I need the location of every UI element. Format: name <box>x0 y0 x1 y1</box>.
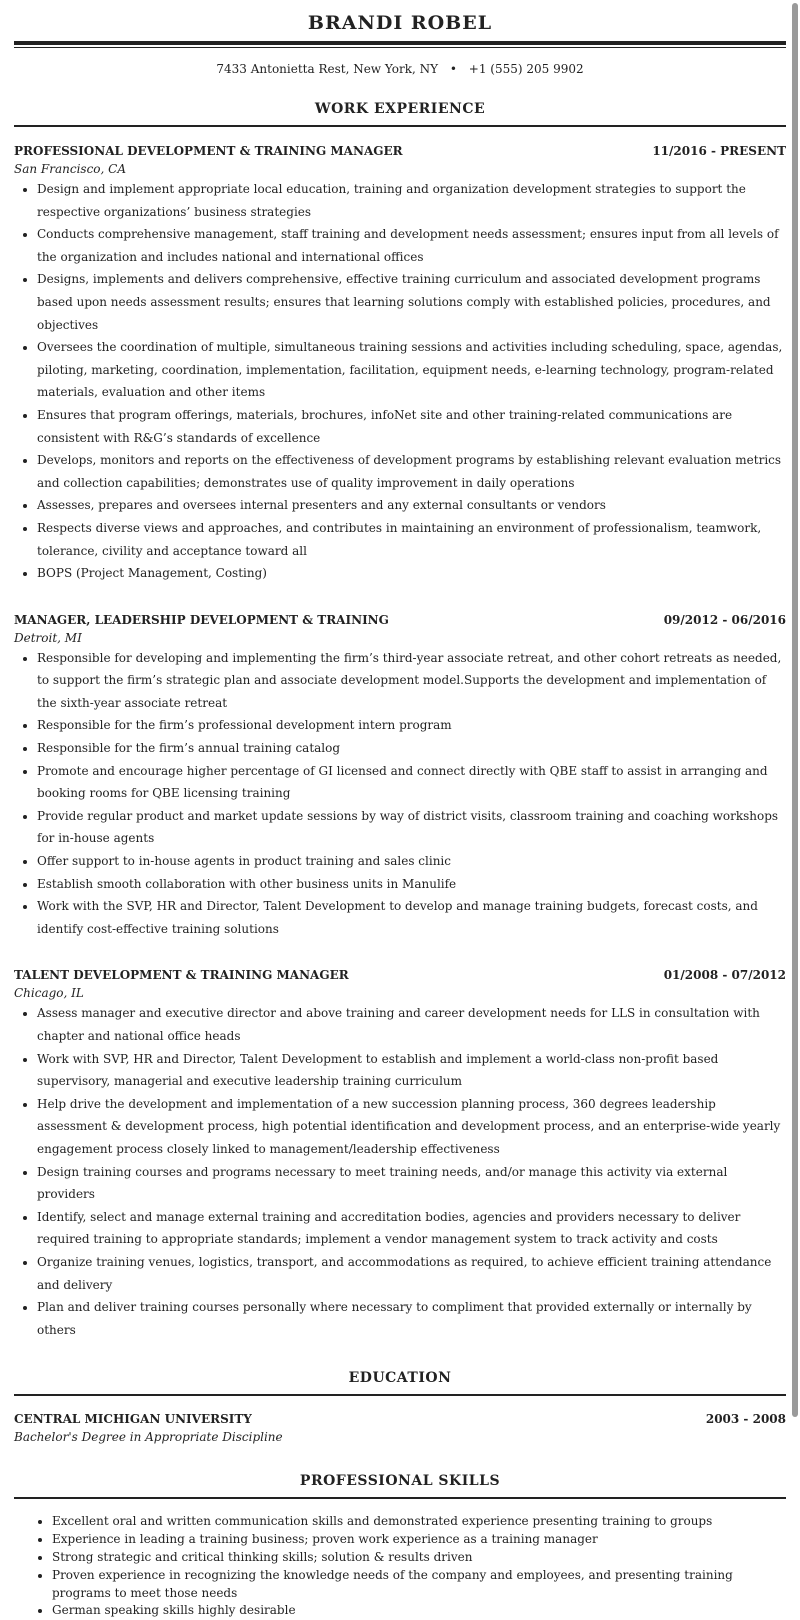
education-rule <box>14 1394 786 1396</box>
education-section <box>14 1369 786 1446</box>
education-school: CENTRAL MICHIGAN UNIVERSITY <box>14 1412 252 1427</box>
education-title: EDUCATION <box>348 1370 452 1387</box>
job-location: Detroit, MI <box>14 630 82 645</box>
job-header <box>14 142 786 160</box>
skill-item: • Strong strategic and critical thinking skills; solution & results driven <box>52 1549 786 1567</box>
job-bullet: • Responsible for the firm’s professional development intern program <box>37 714 786 737</box>
job-bullet: • Design and implement appropriate local education, training and organization development strategies to support the respective organizations’ business strategies <box>37 178 786 223</box>
job-bullets <box>14 178 786 585</box>
skills-section <box>14 1472 786 1620</box>
job-bullet: • Conducts comprehensive management, staff training and development needs assessment; ensures input from all levels of the organization and includes national and international offices <box>37 223 786 268</box>
job-bullet: • Work with the SVP, HR and Director, Talent Development to develop and manage training budgets, forecast costs, and identify cost-effective training solutions <box>37 895 786 940</box>
job-bullet: • Organize training venues, logistics, transport, and accommodations as required, to achieve efficient training attendance and delivery <box>37 1251 786 1296</box>
job-bullet: • Designs, implements and delivers comprehensive, effective training curriculum and associated development programs based upon needs assessment results; ensures that learning solutions comply with established policies, procedures, and objectives <box>37 268 786 336</box>
job-entry <box>14 611 786 941</box>
contact-separator: • <box>449 62 457 76</box>
job-entry <box>14 142 786 585</box>
header-rule-thin <box>14 47 786 48</box>
job-dates: 11/2016 - PRESENT <box>652 144 786 158</box>
job-title: PROFESSIONAL DEVELOPMENT & TRAINING MANAGER <box>14 144 403 158</box>
job-bullet: • Ensures that program offerings, materials, brochures, infoNet site and other training-related communications are consistent with R&G’s standards of excellence <box>37 404 786 449</box>
skills-title: PROFESSIONAL SKILLS <box>299 1473 501 1490</box>
contact-line <box>14 60 786 78</box>
job-bullet: • BOPS (Project Management, Costing) <box>37 562 786 585</box>
job-bullets <box>14 647 786 941</box>
job-bullet: • Design training courses and programs necessary to meet training needs, and/or manage this activity via external providers <box>37 1161 786 1206</box>
job-location: San Francisco, CA <box>14 162 127 176</box>
contact-address: 7433 Antonietta Rest, New York, NY <box>216 62 439 76</box>
skill-item: • German speaking skills highly desirable <box>52 1602 786 1620</box>
education-degree: Bachelor's Degree in Appropriate Discipline <box>14 1430 283 1445</box>
job-bullet: • Responsible for the firm’s annual training catalog <box>37 737 786 760</box>
work-experience-rule <box>14 125 786 127</box>
job-title: TALENT DEVELOPMENT & TRAINING MANAGER <box>14 968 349 983</box>
contact-phone: +1 (555) 205 9902 <box>468 62 584 76</box>
job-title: MANAGER, LEADERSHIP DEVELOPMENT & TRAINING <box>14 612 389 627</box>
job-bullet: • Identify, select and manage external training and accreditation bodies, agencies and providers necessary to deliver required training to appropriate standards; implement a vendor management system to track activity and costs <box>37 1206 786 1251</box>
job-bullet: • Provide regular product and market update sessions by way of district visits, classroom training and coaching workshops for in-house agents <box>37 805 786 850</box>
vertical-scrollbar[interactable] <box>792 3 798 1417</box>
job-header <box>14 611 786 629</box>
job-bullet: • Assesses, prepares and oversees internal presenters and any external consultants or vendors <box>37 494 786 517</box>
job-header <box>14 966 786 984</box>
resume-page <box>14 0 786 1620</box>
job-bullets <box>14 1002 786 1341</box>
job-bullet: • Establish smooth collaboration with other business units in Manulife <box>37 873 786 896</box>
job-bullet: • Responsible for developing and implementing the firm’s third-year associate retreat, and other cohort retreats as needed, to support the firm’s strategic plan and associate development model.Supports the development and implementation of the sixth-year associate retreat <box>37 647 786 715</box>
header-rule-thick <box>14 41 786 45</box>
skills-list <box>14 1513 786 1620</box>
job-bullet: • Work with SVP, HR and Director, Talent Development to establish and implement a world-class non-profit based supervisory, managerial and executive leadership training curriculum <box>37 1048 786 1093</box>
education-entry <box>14 1410 786 1446</box>
job-location: Chicago, IL <box>14 986 84 1001</box>
work-experience-section <box>14 100 786 1341</box>
work-experience-title: WORK EXPERIENCE <box>314 101 486 117</box>
job-bullet: • Promote and encourage higher percentage of GI licensed and connect directly with QBE staff to assist in arranging and booking rooms for QBE licensing training <box>37 760 786 805</box>
job-entry <box>14 966 786 1341</box>
skill-item: • Proven experience in recognizing the knowledge needs of the company and employees, and presenting training programs to meet those needs <box>52 1567 786 1603</box>
skills-rule <box>14 1497 786 1499</box>
skill-item: • Excellent oral and written communication skills and demonstrated experience presenting training to groups <box>52 1513 786 1531</box>
education-dates: 2003 - 2008 <box>705 1412 786 1427</box>
job-dates: 09/2012 - 06/2016 <box>663 612 786 627</box>
job-dates: 01/2008 - 07/2012 <box>663 968 786 983</box>
job-bullet: • Offer support to in-house agents in product training and sales clinic <box>37 850 786 873</box>
job-bullet: • Plan and deliver training courses personally where necessary to compliment that provided externally or internally by others <box>37 1296 786 1341</box>
job-bullet: • Oversees the coordination of multiple, simultaneous training sessions and activities including scheduling, space, agendas, piloting, marketing, coordination, implementation, facilitation, equipment needs, e-learning technology, program-related materials, evaluation and other items <box>37 336 786 404</box>
skill-item: • Experience in leading a training business; proven work experience as a training manager <box>52 1531 786 1549</box>
job-bullet: • Respects diverse views and approaches, and contributes in maintaining an environment of professionalism, teamwork, tolerance, civility and acceptance toward all <box>37 517 786 562</box>
job-bullet: • Help drive the development and implementation of a new succession planning process, 360 degrees leadership assessment & development process, high potential identification and development process, and an enterprise-wide yearly engagement process closely linked to management/leadership effectiveness <box>37 1093 786 1161</box>
job-bullet: • Assess manager and executive director and above training and career development needs for LLS in consultation with chapter and national office heads <box>37 1002 786 1047</box>
education-header <box>14 1410 786 1428</box>
job-bullet: • Develops, monitors and reports on the effectiveness of development programs by establishing relevant evaluation metrics and collection capabilities; demonstrates use of quality improvement in daily operations <box>37 449 786 494</box>
candidate-name: BRANDI ROBEL <box>307 12 493 34</box>
